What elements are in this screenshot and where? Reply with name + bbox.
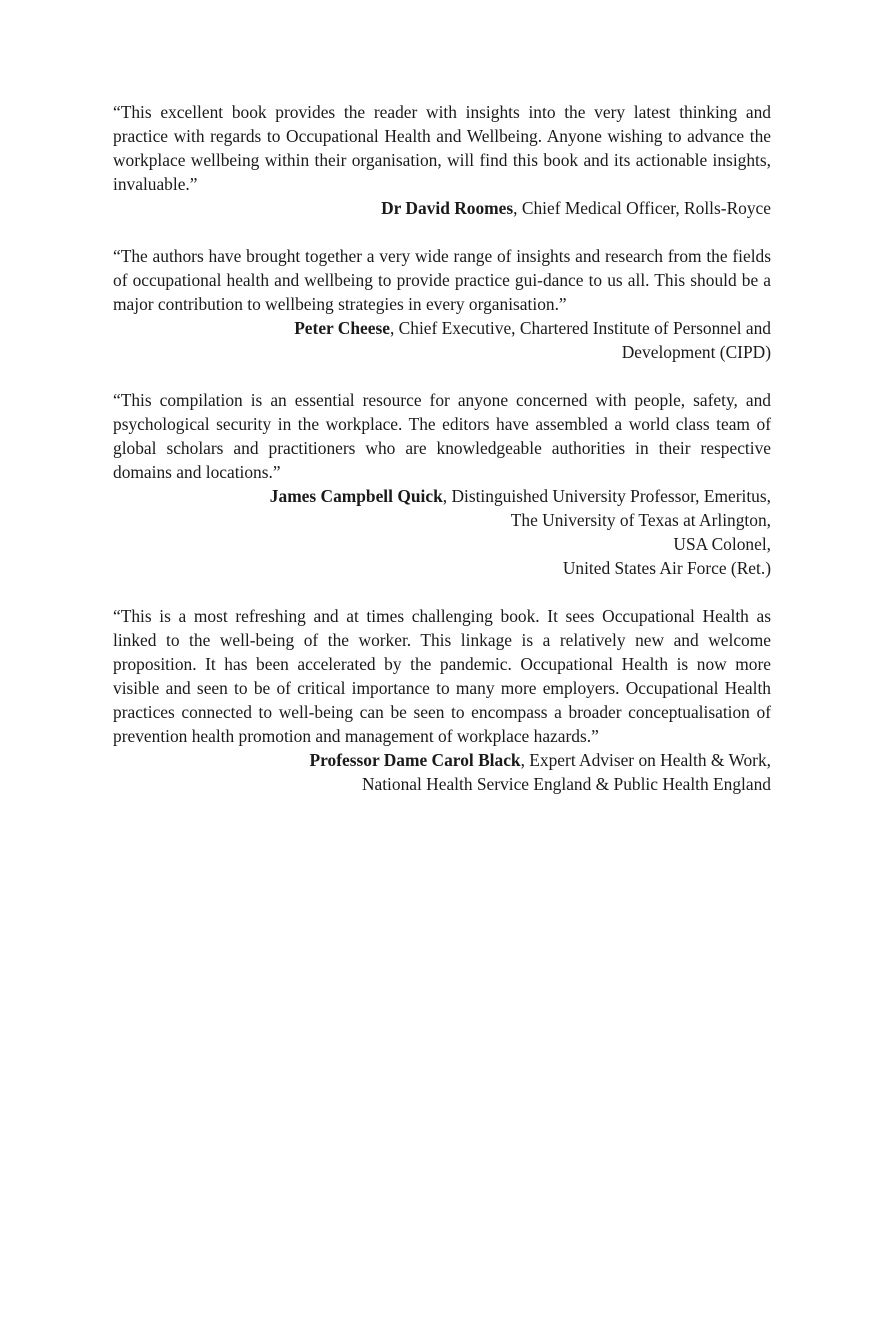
endorsement-attribution xyxy=(113,196,771,220)
attribution-line xyxy=(113,316,771,340)
attribution-line: The University of Texas at Arlington, xyxy=(510,510,771,530)
endorsement-quote: “This excellent book provides the reader with insights into the very latest thinking and practice with regards to Occupational Health and Wellbeing. Anyone wishing to advance the workplace wellbeing within their organisation, will find this book and its actionable insights, invaluable.” xyxy=(113,102,771,194)
endorser-name: Peter Cheese xyxy=(294,318,390,338)
endorser-name: Professor Dame Carol Black xyxy=(309,750,521,770)
endorsement-quote: “This compilation is an essential resource for anyone concerned with people, safety, and psychological security in the workplace. The editors have assembled a world class team of global scholars and practitioners who are knowledgeable authorities in their respective domains and locations.” xyxy=(113,390,771,482)
endorsement-quote: “The authors have brought together a very wide range of insights and research from the fields of occupational health and wellbeing to provide practice gui-dance to us all. This should be a major contribution to wellbeing strategies in every organisation.” xyxy=(113,246,771,314)
endorser-affiliation: , Chief Medical Officer, Rolls-Royce xyxy=(513,198,771,218)
attribution-line: United States Air Force (Ret.) xyxy=(562,558,771,578)
attribution-line xyxy=(113,748,771,772)
endorsement-quote: “This is a most refreshing and at times challenging book. It sees Occupational Health as linked to the well-being of the worker. This linkage is a relatively new and welcome proposition. It has been accelerated by the pandemic. Occupational Health is now more visible and seen to be of critical importance to many more employers. Occupational Health practices connected to well-being can be seen to encompass a broader conceptualisation of prevention health promotion and management of workplace hazards.” xyxy=(113,606,771,746)
attribution-line: USA Colonel, xyxy=(673,534,771,554)
endorsement-attribution xyxy=(113,484,771,580)
endorsement-attribution xyxy=(113,316,771,364)
endorsement-cheese xyxy=(113,244,771,364)
endorser-name: James Campbell Quick xyxy=(269,486,443,506)
endorsements-page xyxy=(113,100,771,820)
endorsement-quick xyxy=(113,388,771,580)
endorser-affiliation: , Chief Executive, Chartered Institute of Personnel and xyxy=(389,318,771,338)
attribution-line: Development (CIPD) xyxy=(621,342,771,362)
endorser-affiliation: , Distinguished University Professor, Emeritus, xyxy=(442,486,771,506)
attribution-line xyxy=(113,484,771,508)
endorser-affiliation: , Expert Adviser on Health & Work, xyxy=(520,750,771,770)
endorser-name: Dr David Roomes xyxy=(381,198,514,218)
endorsement-black xyxy=(113,604,771,796)
endorsement-roomes xyxy=(113,100,771,220)
endorsement-attribution xyxy=(113,748,771,796)
attribution-line: National Health Service England & Public Health England xyxy=(361,774,771,794)
attribution-line xyxy=(113,196,771,220)
